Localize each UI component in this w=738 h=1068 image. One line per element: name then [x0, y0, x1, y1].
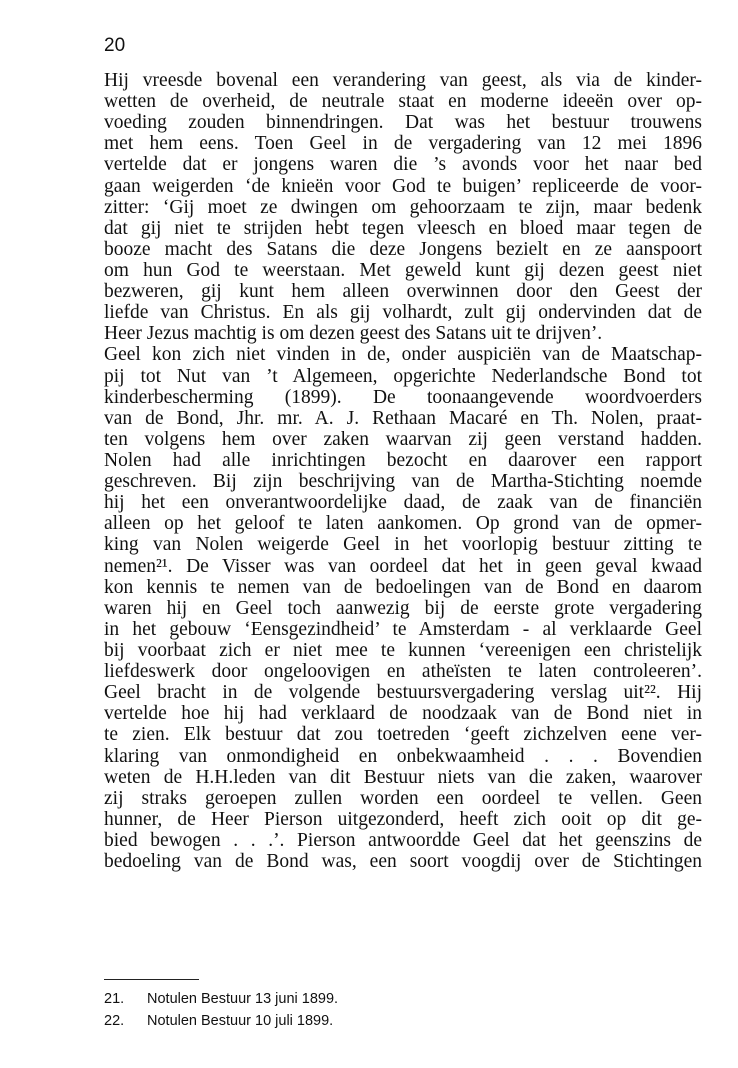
text-line: bij voorbaat zich er niet mee te kunnen ‘vereenigen een christelijk: [104, 639, 702, 661]
text-line: king van Nolen weigerde Geel in het voorlopig bestuur zitting te: [104, 534, 702, 556]
footnote-number: 22.: [104, 1013, 125, 1029]
text-line: Hij vreesde bovenal een verandering van geest, als via de kinder-: [104, 70, 702, 91]
text-line: dat gij niet te strijden hebt tegen vleesch en bloed maar tegen de: [104, 217, 702, 239]
text-line: weten de H.H.leden van dit Bestuur niets van die zaken, waarover: [104, 766, 702, 788]
text-line: in het gebouw ‘Eensgezindheid’ te Amsterdam - al verklaarde Geel: [104, 618, 702, 640]
text-line: voeding zouden binnendringen. Dat was het bestuur trouwens: [104, 112, 702, 134]
text-line: bied bewogen . . .’. Pierson antwoordde Geel dat het geenszins de: [104, 829, 702, 851]
text-line: met hem eens. Toen Geel in de vergadering van 12 mei 1896: [104, 133, 702, 155]
text-line: hij het een onverantwoordelijke daad, de zaak van de financiën: [104, 492, 702, 514]
text-line: kon kennis te nemen van de bedoelingen van de Bond en daarom: [104, 576, 702, 598]
text-line: kinderbescherming (1899). De toonaangevende woordvoerders: [104, 386, 702, 408]
text-line: bedoeling van de Bond was, een soort voogdij over de Stichtingen: [104, 851, 702, 873]
body-text: [104, 70, 702, 872]
text-line: Nolen had alle inrichtingen bezocht en daarover een rapport: [104, 449, 702, 471]
text-line: Heer Jezus machtig is om dezen geest des Satans uit te drijven’.: [104, 323, 603, 345]
text-line: gaan weigerden ‘de knieën voor God te buigen’ repliceerde de voor-: [104, 175, 702, 197]
footnote-divider: [104, 979, 199, 980]
text-line: geschreven. Bij zijn beschrijving van de Martha-Stichting noemde: [104, 471, 702, 493]
text-line: bezweren, gij kunt hem alleen overwinnen door den Geest der: [104, 281, 702, 303]
text-line: ten volgens hem over zaken waarvan zij geen verstand hadden.: [104, 428, 702, 450]
text-line: zitter: ‘Gij moet ze dwingen om gehoorzaam te zijn, maar bedenk: [104, 196, 702, 218]
text-line: Geel kon zich niet vinden in de, onder auspiciën van de Maatschap-: [104, 344, 702, 366]
text-line: te zien. Elk bestuur dat zou toetreden ‘geeft zichzelven eene ver-: [104, 724, 702, 746]
text-line: hunner, de Heer Pierson uitgezonderd, heeft zich ooit op dit ge-: [104, 808, 702, 830]
text-line: van de Bond, Jhr. mr. A. J. Rethaan Macaré en Th. Nolen, praat-: [104, 407, 702, 429]
text-line: om hun God te weerstaan. Met geweld kunt gij dezen geest niet: [104, 259, 702, 281]
footnote-text: Notulen Bestuur 10 juli 1899.: [147, 1013, 334, 1029]
text-line: klaring van onmondigheid en onbekwaamheid . . . Bovendien: [104, 745, 702, 767]
text-line: zij straks geroepen zullen worden een oordeel te vellen. Geen: [104, 787, 702, 809]
text-line: pij tot Nut van ’t Algemeen, opgerichte Nederlandsche Bond tot: [104, 365, 702, 387]
page-number: 20: [104, 35, 126, 56]
text-line: Geel bracht in de volgende bestuursvergadering verslag uit²². Hij: [104, 682, 702, 704]
footnote-22: [104, 1010, 664, 1032]
text-line: liefdeswerk door ongeloovigen en atheïsten te laten controleeren’.: [104, 661, 702, 683]
text-line: liefde van Christus. En als gij volhardt, zult gij ondervinden dat de: [104, 302, 702, 324]
footnote-text: Notulen Bestuur 13 juni 1899.: [147, 991, 339, 1007]
footnotes: [104, 988, 664, 1032]
text-line: wetten de overheid, de neutrale staat en moderne ideeën over op-: [104, 91, 702, 113]
footnote-number: 21.: [104, 991, 125, 1007]
footnote-21: [104, 988, 664, 1010]
text-line: vertelde hoe hij had verklaard de noodzaak van de Bond niet in: [104, 703, 702, 725]
text-line: nemen²¹. De Visser was van oordeel dat het in geen geval kwaad: [104, 555, 702, 577]
text-line: vertelde dat er jongens waren die ’s avonds voor het naar bed: [104, 154, 702, 176]
text-line: booze macht des Satans die deze Jongens bezielt en ze aanspoort: [104, 238, 702, 260]
text-line: alleen op het geloof te laten aankomen. Op grond van de opmer-: [104, 513, 702, 535]
text-line: waren hij en Geel toch aanwezig bij de eerste grote vergadering: [104, 597, 702, 619]
